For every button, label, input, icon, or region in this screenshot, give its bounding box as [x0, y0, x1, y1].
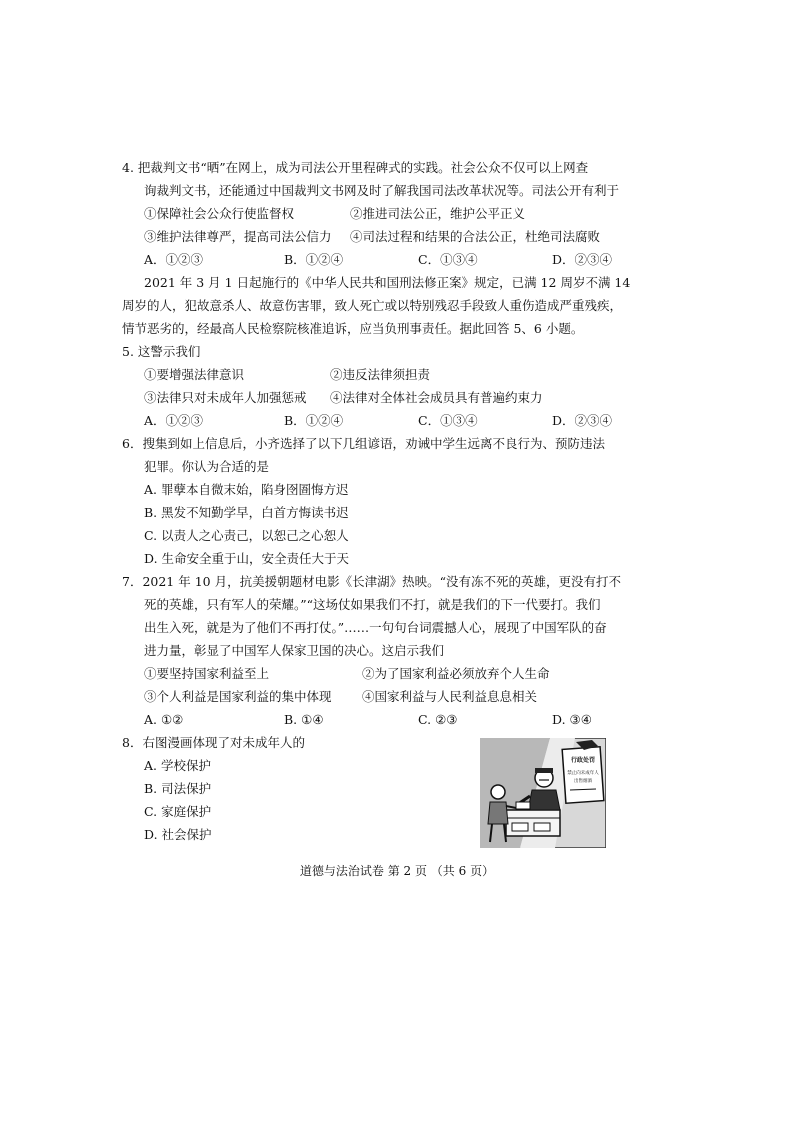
q7-statement-2: ②为了国家利益必须放弃个人生命 [362, 666, 550, 681]
page-footer: 道德与法治试卷 第 2 页 （共 6 页） [299, 864, 495, 878]
svg-text:出售烟酒: 出售烟酒 [574, 779, 592, 784]
q4-stem-line-1: 4. 把裁判文书“晒”在网上，成为司法公开里程碑式的实践。社会公众不仅可以上网查 [122, 160, 589, 175]
q7-statement-1: ①要坚持国家利益至上 [144, 666, 270, 681]
q8-stem: 8．右图漫画体现了对未成年人的 [122, 735, 305, 750]
q4-option-c: C．①③④ [418, 252, 478, 267]
passage-line-2: 周岁的人，犯故意杀人、故意伤害罪，致人死亡或以特别残忍手段致人重伤造成严重残疾， [122, 298, 623, 313]
q4-stem-line-2: 询裁判文书，还能通过中国裁判文书网及时了解我国司法改革状况等。司法公开有利于 [144, 183, 620, 198]
cartoon-illustration [480, 738, 606, 848]
q7-option-b: B. ①④ [284, 712, 324, 727]
q6-stem-line-2: 犯罪。你认为合适的是 [144, 459, 270, 474]
q6-option-a: A. 罪孽本自微末始，陷身囹圄悔方迟 [144, 482, 349, 497]
q5-statement-2: ②违反法律须担责 [330, 367, 431, 382]
q7-stem-line-1: 7．2021 年 10 月，抗美援朝题材电影《长津湖》热映。“没有冻不死的英雄，更没有打不 [122, 574, 621, 589]
q8-option-b: B. 司法保护 [144, 781, 212, 796]
q4-option-a: A．①②③ [144, 252, 204, 267]
q7-stem-line-2: 死的英雄，只有军人的荣耀。”“这场仗如果我们不打，就是我们的下一代要打。我们 [144, 597, 601, 612]
q8-option-a: A. 学校保护 [144, 758, 211, 773]
q7-stem-line-3: 出生入死，就是为了他们不再打仗。”……一句句台词震撼人心，展现了中国军队的奋 [144, 620, 607, 635]
q4-option-d: D．②③④ [552, 252, 613, 267]
q5-option-a: A．①②③ [144, 413, 204, 428]
svg-text:行政处罚: 行政处罚 [570, 757, 596, 764]
q6-option-b: B. 黑发不知勤学早，白首方悔读书迟 [144, 505, 349, 520]
q7-stem-line-4: 进力量，彰显了中国军人保家卫国的决心。这启示我们 [144, 643, 445, 658]
q8-option-d: D. 社会保护 [144, 827, 212, 842]
q4-statement-1: ①保障社会公众行使监督权 [144, 206, 295, 221]
q6-stem-line-1: 6．搜集到如上信息后，小齐选择了以下几组谚语，劝诫中学生远离不良行为、预防违法 [122, 436, 605, 451]
passage-line-3: 情节恶劣的，经最高人民检察院核准追诉，应当负刑事责任。据此回答 5、6 小题。 [122, 321, 584, 336]
q5-statement-1: ①要增强法律意识 [144, 367, 245, 382]
q4-statement-2: ②推进司法公正，维护公平正义 [350, 206, 526, 221]
q5-statement-3: ③法律只对未成年人加强惩戒 [144, 390, 307, 405]
q4-statement-4: ④司法过程和结果的合法公正，杜绝司法腐败 [350, 229, 601, 244]
passage-line-1: 2021 年 3 月 1 日起施行的《中华人民共和国刑法修正案》规定，已满 12 周岁不满 14 [144, 275, 631, 290]
q5-option-c: C．①③④ [418, 413, 478, 428]
q5-option-d: D．②③④ [552, 413, 613, 428]
q5-option-b: B．①②④ [284, 413, 344, 428]
document-icon [562, 747, 604, 804]
counter-icon [506, 810, 560, 836]
q7-statement-4: ④国家利益与人民利益息息相关 [362, 689, 538, 704]
q5-stem: 5. 这警示我们 [122, 344, 201, 359]
q7-option-d: D. ③④ [552, 712, 592, 727]
q4-statement-3: ③维护法律尊严，提高司法公信力 [144, 229, 332, 244]
q8-option-c: C. 家庭保护 [144, 804, 212, 819]
svg-text:禁止向未成年人: 禁止向未成年人 [567, 771, 599, 776]
q7-statement-3: ③个人利益是国家利益的集中体现 [144, 689, 332, 704]
q4-option-b: B．①②④ [284, 252, 344, 267]
q5-statement-4: ④法律对全体社会成员具有普遍约束力 [330, 390, 543, 405]
q7-option-a: A. ①② [144, 712, 184, 727]
q6-option-c: C. 以责人之心责己，以恕己之心恕人 [144, 528, 349, 543]
q7-option-c: C. ②③ [418, 712, 458, 727]
q6-option-d: D. 生命安全重于山，安全责任大于天 [144, 551, 350, 566]
